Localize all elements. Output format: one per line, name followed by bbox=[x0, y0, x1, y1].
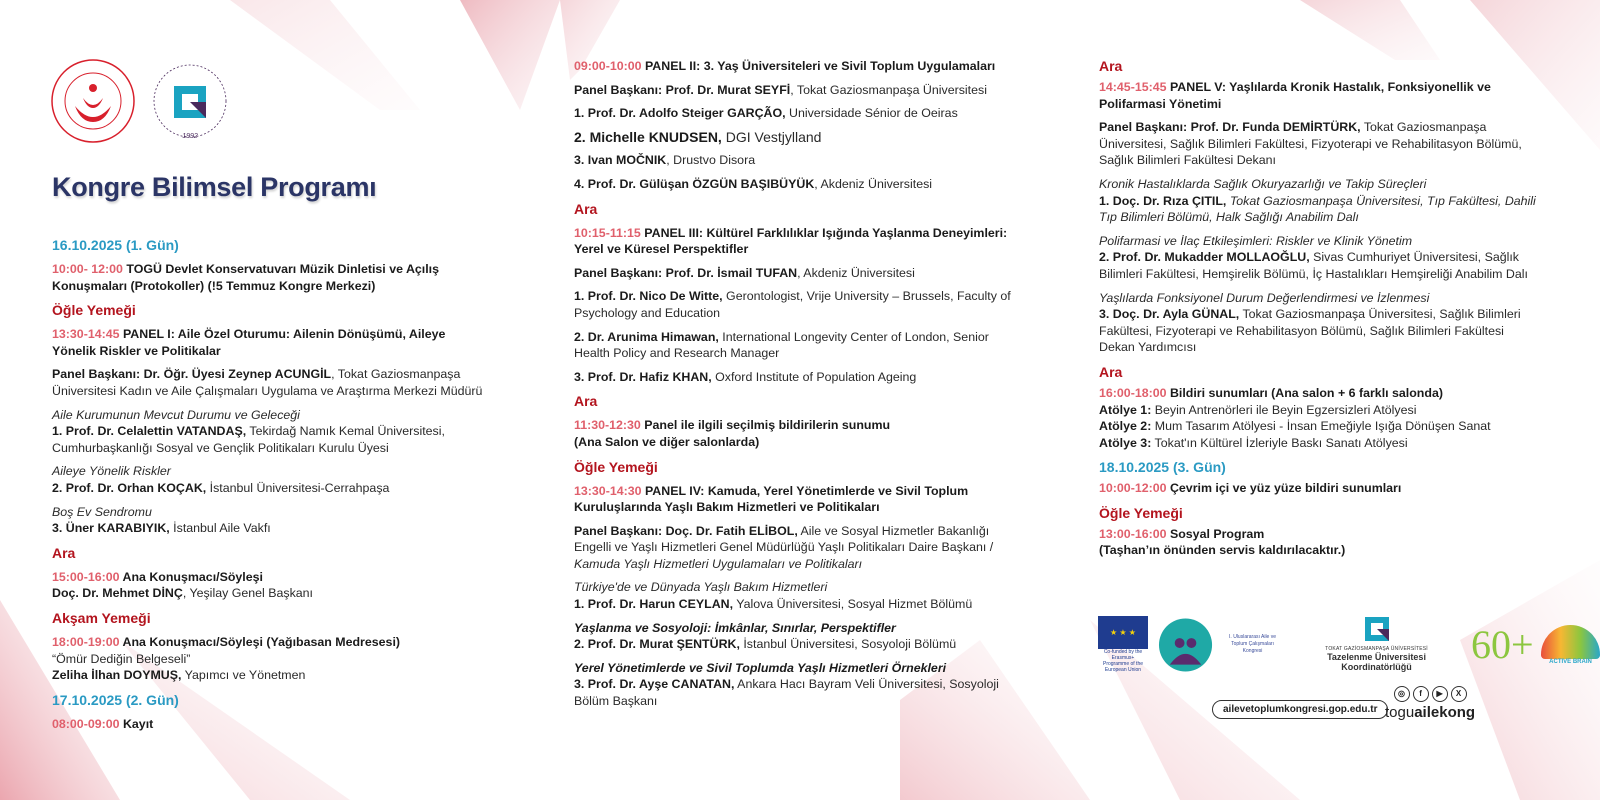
program-item bbox=[574, 129, 1024, 146]
program-text: Panel Başkanı: Doç. Dr. Fatih ELİBOL, bbox=[574, 523, 798, 538]
program-text: 3. Doç. Dr. Ayla GÜNAL, bbox=[1099, 307, 1240, 322]
program-line bbox=[574, 660, 1024, 677]
program-item bbox=[574, 225, 1024, 258]
program-text: PANEL IV: Kamuda, Yerel Yönetimlerde ve Sivil Toplum Kuruluşlarında Yaşlı Bakım Hizmetleri ve Politikaları bbox=[574, 483, 969, 515]
program-text: Panel Başkanı: Dr. Öğr. Üyesi Zeynep ACUNGİL bbox=[52, 367, 332, 382]
program-text: TOGÜ Devlet Konservatuvarı Müzik Dinletisi ve Açılış Konuşmaları (Protokoller) (!5 Temmuz Kongre Merkezi) bbox=[52, 262, 440, 293]
program-text: Sivas Cumhuriyet Üniversitesi, Sağlık Bilimleri Fakültesi, Hemşirelik Bölümü, İç Hastalıkları Hemşireliği Anabilim Dalı bbox=[1099, 250, 1528, 281]
program-text: 2. Dr. Arunima Himawan, bbox=[574, 329, 719, 344]
program-text: 1. Prof. Dr. Nico De Witte, bbox=[574, 289, 723, 304]
program-text: Yaşlanma ve Sosyoloji: İmkânlar, Sınırlar, Perspektifler bbox=[574, 620, 896, 635]
program-text: 1. Prof. Dr. Harun CEYLAN, bbox=[574, 597, 734, 612]
program-line bbox=[574, 265, 1024, 282]
program-item bbox=[52, 366, 492, 399]
program-line bbox=[574, 105, 1024, 122]
session-time: 14:45-15:45 bbox=[1099, 80, 1167, 94]
program-line bbox=[52, 504, 492, 521]
program-line bbox=[574, 434, 1024, 451]
program-line bbox=[52, 480, 492, 497]
program-item bbox=[574, 176, 1024, 193]
program-text: Türkiye'de ve Dünyada Yaşlı Bakım Hizmetleri bbox=[574, 580, 828, 595]
program-text: Bildiri sunumları (Ana salon + 6 farklı salonda) bbox=[1166, 385, 1443, 400]
break-heading: Öğle Yemeği bbox=[1099, 504, 1183, 521]
program-line bbox=[1099, 385, 1539, 402]
program-text: Boş Ev Sendromu bbox=[52, 504, 152, 519]
program-text: 3. Üner KARABIYIK, bbox=[52, 521, 170, 536]
program-line bbox=[52, 326, 492, 359]
program-line bbox=[1099, 119, 1539, 169]
break-heading: Öğle Yemeği bbox=[52, 302, 136, 319]
program-text: (Taşhan’ın önünden servis kaldırılacaktır.) bbox=[1099, 543, 1346, 558]
program-item bbox=[52, 504, 492, 537]
program-text: 1. Prof. Dr. Adolfo Steiger GARÇÃO, bbox=[574, 106, 786, 121]
program-text: Panel ile ilgili seçilmiş bildirilerin sunumu bbox=[640, 418, 891, 433]
program-item bbox=[574, 369, 1024, 386]
program-text: Panel Başkanı: Prof. Dr. Murat SEYFİ bbox=[574, 82, 791, 97]
program-item bbox=[52, 261, 492, 294]
program-item bbox=[1099, 290, 1539, 356]
program-text: , Akdeniz Üniversitesi bbox=[814, 176, 933, 191]
session-time: 16:00-18:00 bbox=[1099, 385, 1167, 400]
program-text: “Ömür Dediğin Belgeseli” bbox=[52, 651, 191, 666]
program-line bbox=[1099, 290, 1539, 307]
tazelenme-logo: TOKAT GAZİOSMANPAŞA ÜNİVERSİTESİ Tazelenme Üniversitesi Koordinatörlüğü bbox=[1292, 617, 1461, 672]
program-line bbox=[574, 152, 1024, 169]
program-line bbox=[574, 483, 1024, 516]
program-line bbox=[1099, 402, 1539, 419]
program-text: 1. Prof. Dr. Celalettin VATANDAŞ, bbox=[52, 424, 247, 439]
program-line bbox=[1099, 526, 1539, 543]
program-line bbox=[574, 636, 1024, 653]
program-line bbox=[574, 620, 1024, 637]
program-text: Tekirdağ Namık Kemal Üniversitesi, Cumhurbaşkanlığı Sosyal ve Gençlik Politikaları Kurulu Üyesi bbox=[52, 424, 445, 455]
program-text: Beyin Antrenörleri ile Beyin Egzersizleri Atölyesi bbox=[1151, 402, 1417, 417]
youtube-icon[interactable]: ▶ bbox=[1432, 686, 1448, 702]
break-heading: Akşam Yemeği bbox=[52, 609, 151, 626]
session-time: 09:00-10:00 bbox=[574, 59, 642, 73]
program-column-1 bbox=[52, 236, 492, 739]
break-heading: Ara bbox=[574, 393, 598, 410]
university-logo bbox=[150, 58, 230, 144]
program-line bbox=[52, 520, 492, 537]
day-heading: 17.10.2025 (2. Gün) bbox=[52, 691, 179, 708]
program-text: Aile ve Sosyal Hizmetler Bakanlığı Engelli ve Yaşlı Hizmetleri Genel Müdürlüğü Yaşlı Politikaları Daire Başkanı / bbox=[574, 523, 994, 555]
program-text: Yapımcı ve Yönetmen bbox=[181, 668, 306, 683]
program-item bbox=[574, 288, 1024, 321]
program-line bbox=[52, 407, 492, 424]
session-time: 08:00-09:00 bbox=[52, 716, 120, 731]
break-heading: Ara bbox=[52, 544, 76, 561]
program-item bbox=[574, 417, 1024, 450]
program-text: , Drustvo Disora bbox=[666, 153, 756, 168]
program-column-2 bbox=[574, 58, 1024, 717]
program-item bbox=[1099, 480, 1539, 497]
page-title: Kongre Bilimsel Programı bbox=[52, 172, 377, 202]
program-line bbox=[1099, 249, 1539, 282]
program-text: İstanbul Üniversitesi-Cerrahpaşa bbox=[206, 480, 390, 495]
program-text: 2. Prof. Dr. Orhan KOÇAK, bbox=[52, 480, 207, 495]
program-text: Tokat Gaziosmanpaşa Üniversitesi, Tıp Fakültesi, Dahili Tıp Bilimleri Bölümü, Halk Sağlığı Anabilim Dalı bbox=[1099, 193, 1536, 225]
program-text: Universidade Sénior de Oeiras bbox=[785, 106, 958, 121]
program-text: Aileye Yönelik Riskler bbox=[52, 464, 171, 479]
program-text: (Ana Salon ve diğer salonlarda) bbox=[574, 434, 760, 449]
program-text: Tokat Gaziosmanpaşa Üniversitesi, Sağlık Bilimleri Fakültesi, Fizyoterapi ve Rehabilitasyon Bölümü, Sağlık Bilimleri Fakültesi Dekan Yardımcısı bbox=[1099, 307, 1521, 355]
program-item bbox=[1099, 233, 1539, 283]
session-time: 11:30-12:30 bbox=[574, 418, 641, 433]
program-line bbox=[574, 329, 1024, 362]
instagram-icon[interactable]: ◎ bbox=[1394, 686, 1410, 702]
program-text: Tokat'ın Kültürel İzleriyle Baskı Sanatı Atölyesi bbox=[1151, 435, 1408, 450]
program-text: 3. Prof. Dr. Ayşe CANATAN, bbox=[574, 677, 735, 692]
program-text: Çevrim içi ve yüz yüze bildiri sunumları bbox=[1166, 481, 1402, 496]
eu-logo: ★ ★ ★ Co-funded by the Erasmus+ Programme of the European Union bbox=[1098, 616, 1148, 673]
program-line bbox=[1099, 418, 1539, 435]
program-text: Yalova Üniversitesi, Sosyal Hizmet Bölümü bbox=[733, 597, 973, 612]
program-item bbox=[1099, 176, 1539, 226]
program-line bbox=[574, 225, 1024, 258]
program-text: Atölye 1: bbox=[1099, 402, 1152, 417]
sixty-plus-logo: 60+ bbox=[1471, 622, 1534, 667]
session-time: 10:00- 12:00 bbox=[52, 262, 123, 276]
program-text: Atölye 2: bbox=[1099, 419, 1152, 434]
program-line bbox=[52, 634, 492, 651]
program-line bbox=[1099, 193, 1539, 226]
program-line bbox=[574, 176, 1024, 193]
program-line bbox=[52, 716, 492, 733]
program-line bbox=[574, 579, 1024, 596]
program-text: 1. Doç. Dr. Rıza ÇITIL, bbox=[1099, 193, 1227, 208]
program-item bbox=[574, 620, 1024, 653]
program-item bbox=[52, 569, 492, 602]
program-line bbox=[574, 596, 1024, 613]
program-line bbox=[574, 369, 1024, 386]
program-line bbox=[1099, 480, 1539, 497]
program-line bbox=[574, 129, 1024, 146]
program-line bbox=[52, 569, 492, 586]
program-text: Yaşlılarda Fonksiyonel Durum Değerlendirmesi ve İzlenmesi bbox=[1099, 290, 1430, 305]
program-line bbox=[52, 463, 492, 480]
program-text: PANEL III: Kültürel Farklılıklar Işığında Yaşlanma Deneyimleri: Yerel ve Küresel Perspektifler bbox=[574, 225, 1008, 257]
session-time: 10:15-11:15 bbox=[574, 225, 641, 240]
program-text: Ana Konuşmacı/Söyleşi (Yağıbasan Medresesi) bbox=[119, 634, 401, 649]
program-text: PANEL II: 3. Yaş Üniversiteleri ve Sivil Toplum Uygulamaları bbox=[641, 59, 996, 73]
program-item bbox=[1099, 385, 1539, 451]
program-line bbox=[574, 58, 1024, 75]
social-handle: toguailekong bbox=[1385, 704, 1476, 721]
congress-logo bbox=[1158, 617, 1213, 673]
program-item bbox=[574, 523, 1024, 573]
program-text: Ana Konuşmacı/Söyleşi bbox=[119, 569, 263, 584]
program-item bbox=[1099, 119, 1539, 169]
break-heading: Ara bbox=[574, 200, 598, 217]
break-heading: Ara bbox=[1099, 363, 1123, 380]
program-line bbox=[52, 366, 492, 399]
program-text: İstanbul Aile Vakfı bbox=[169, 521, 271, 536]
program-line bbox=[52, 261, 492, 294]
social-media bbox=[1385, 686, 1475, 721]
program-text: DGI Vestjylland bbox=[721, 128, 822, 145]
break-heading: Öğle Yemeği bbox=[574, 458, 658, 475]
program-text: Kronik Hastalıklarda Sağlık Okuryazarlığı ve Takip Süreçleri bbox=[1099, 176, 1427, 191]
program-item bbox=[52, 407, 492, 457]
tazelenme-icon bbox=[1365, 617, 1389, 641]
program-line bbox=[574, 676, 1024, 709]
program-text: 2. Prof. Dr. Murat ŞENTÜRK, bbox=[574, 637, 740, 652]
program-text: İstanbul Üniversitesi, Sosyoloji Bölümü bbox=[739, 637, 957, 652]
program-text: Zeliha İlhan DOYMUŞ, bbox=[52, 668, 182, 683]
program-item bbox=[52, 326, 492, 359]
program-text: Panel Başkanı: Prof. Dr. İsmail TUFAN bbox=[574, 265, 798, 280]
program-item bbox=[52, 634, 492, 684]
x-icon[interactable]: X bbox=[1451, 686, 1467, 702]
session-time: 10:00-12:00 bbox=[1099, 481, 1167, 496]
program-text: Sosyal Program bbox=[1166, 526, 1265, 541]
program-text: Kayıt bbox=[119, 716, 154, 731]
program-text: Gerontologist, Vrije University – Brussels, Faculty of Psychology and Education bbox=[574, 289, 1011, 320]
ministry-logo bbox=[50, 58, 136, 144]
program-line bbox=[52, 423, 492, 456]
program-item bbox=[574, 82, 1024, 99]
program-item bbox=[574, 483, 1024, 516]
program-text: Oxford Institute of Population Ageing bbox=[711, 369, 917, 384]
program-text: Polifarmasi ve İlaç Etkileşimleri: Riskler ve Klinik Yönetim bbox=[1099, 233, 1413, 248]
program-text: , Tokat Gaziosmanpaşa Üniversitesi Kadın ve Aile Çalışmaları Uygulama ve Araştırma Merkezi Müdürü bbox=[52, 367, 483, 398]
session-time: 13:30-14:45 bbox=[52, 327, 120, 342]
program-item bbox=[574, 58, 1024, 75]
partner-logos bbox=[1098, 616, 1600, 673]
day-heading: 18.10.2025 (3. Gün) bbox=[1099, 459, 1226, 476]
program-item bbox=[52, 716, 492, 733]
program-text: 3. Ivan MOČNIK bbox=[574, 153, 667, 168]
program-item bbox=[574, 329, 1024, 362]
program-text: Tokat Gaziosmanpaşa Üniversitesi, Sağlık Bilimleri Fakültesi, Fizyoterapi ve Rehabilitasyon Bölümü, Sağlık Bilimleri Fakültesi Dekanı bbox=[1099, 120, 1522, 168]
program-text: 2. Michelle KNUDSEN, bbox=[574, 128, 722, 145]
program-text: Ankara Hacı Bayram Veli Üniversitesi, Sosyoloji Bölüm Başkanı bbox=[574, 677, 999, 709]
program-text: International Longevity Center of London, Senior Health Policy and Research Manager bbox=[574, 329, 989, 361]
program-line bbox=[1099, 435, 1539, 452]
program-text: Mum Tasarım Atölyesi - İnsan Emeğiyle Işığa Dönüşen Sanat bbox=[1151, 419, 1491, 434]
program-line bbox=[52, 585, 492, 602]
program-line bbox=[1099, 306, 1539, 356]
program-text: Atölye 3: bbox=[1099, 435, 1152, 450]
program-text: Doç. Dr. Mehmet DİNÇ bbox=[52, 586, 183, 601]
program-line bbox=[52, 667, 492, 684]
program-item bbox=[574, 579, 1024, 612]
congress-caption: I. Uluslararası Aile ve Toplum Çalışmaları Kongresi bbox=[1229, 634, 1277, 654]
program-text: Kamuda Yaşlı Hizmetleri Uygulamaları ve Politikaları bbox=[574, 556, 863, 571]
program-line bbox=[1099, 79, 1539, 112]
program-item bbox=[52, 463, 492, 496]
program-text: PANEL V: Yaşlılarda Kronik Hastalık, Fonksiyonellik ve Polifarmasi Yönetimi bbox=[1099, 80, 1491, 111]
eu-flag-icon: ★ ★ ★ bbox=[1098, 616, 1148, 649]
session-time: 13:00-16:00 bbox=[1099, 526, 1167, 541]
header-logos bbox=[50, 58, 230, 144]
session-time: 15:00-16:00 bbox=[52, 569, 120, 584]
program-text: 4. Prof. Dr. Gülüşan ÖZGÜN BAŞIBÜYÜK bbox=[574, 176, 815, 191]
program-text: 2. Prof. Dr. Mukadder MOLLAOĞLU, bbox=[1099, 250, 1310, 265]
program-item bbox=[1099, 79, 1539, 112]
program-line bbox=[1099, 176, 1539, 193]
program-line bbox=[574, 82, 1024, 99]
program-item bbox=[574, 152, 1024, 169]
program-text: Yerel Yönetimlerde ve Sivil Toplumda Yaşlı Hizmetleri Örnekleri bbox=[574, 660, 947, 675]
program-item bbox=[574, 105, 1024, 122]
program-text: PANEL I: Aile Özel Oturumu: Ailenin Dönüşümü, Aileye Yönelik Riskler ve Politikalar bbox=[52, 327, 446, 358]
program-line bbox=[52, 651, 492, 668]
facebook-icon[interactable]: f bbox=[1413, 686, 1429, 702]
session-time: 13:30-14:30 bbox=[574, 483, 642, 498]
website-link[interactable]: ailevetoplumkongresi.gop.edu.tr bbox=[1212, 700, 1388, 719]
program-column-3 bbox=[1099, 57, 1539, 566]
break-heading: Ara bbox=[1099, 58, 1123, 74]
program-text: 3. Prof. Dr. Hafiz KHAN, bbox=[574, 369, 712, 384]
program-line bbox=[574, 288, 1024, 321]
program-item bbox=[574, 660, 1024, 710]
program-text: Panel Başkanı: Prof. Dr. Funda DEMİRTÜRK, bbox=[1099, 120, 1361, 135]
program-item bbox=[1099, 526, 1539, 559]
program-line bbox=[1099, 542, 1539, 559]
program-item bbox=[574, 265, 1024, 282]
program-text: , Tokat Gaziosmanpaşa Üniversitesi bbox=[790, 82, 987, 97]
session-time: 18:00-19:00 bbox=[52, 634, 120, 649]
active-brain-logo: ACTIVE BRAIN bbox=[1541, 625, 1600, 665]
svg-text:1992: 1992 bbox=[182, 133, 198, 140]
program-text: , Yeşilay Genel Başkanı bbox=[182, 586, 313, 601]
program-text: Aile Kurumunun Mevcut Durumu ve Geleceği bbox=[52, 407, 300, 422]
day-heading: 16.10.2025 (1. Gün) bbox=[52, 237, 179, 253]
program-line bbox=[574, 523, 1024, 573]
program-line bbox=[574, 417, 1024, 434]
program-text: , Akdeniz Üniversitesi bbox=[797, 265, 915, 280]
program-line bbox=[1099, 233, 1539, 250]
